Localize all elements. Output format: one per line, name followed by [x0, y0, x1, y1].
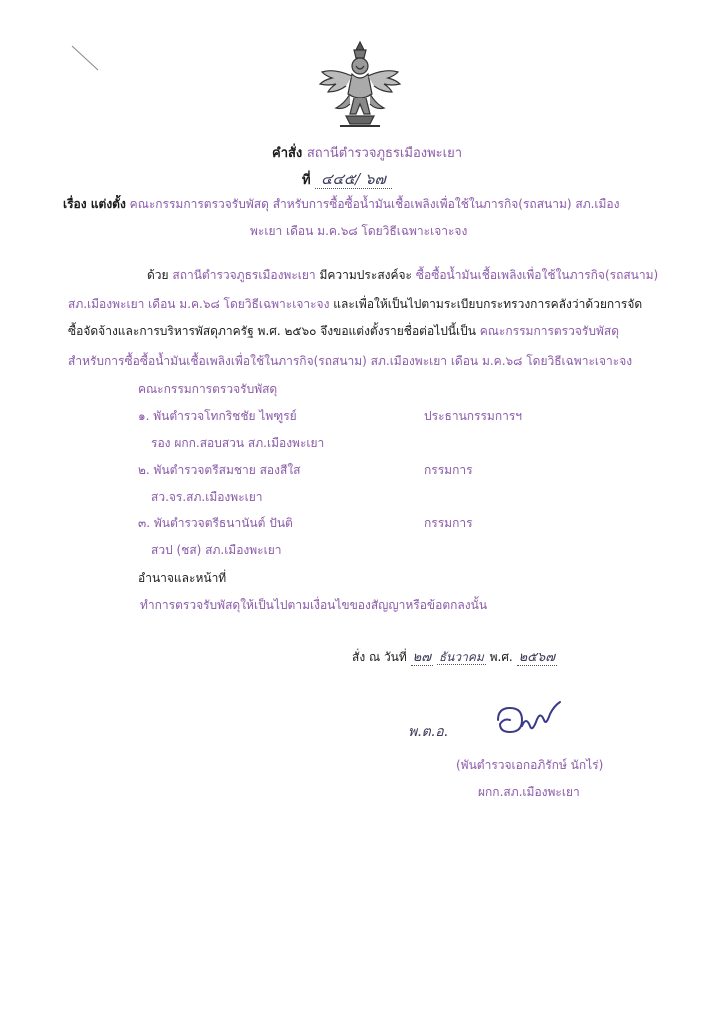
- garuda-emblem-icon: [310, 36, 410, 136]
- body-line-3: [68, 324, 619, 338]
- member-1-role: ประธานกรรมการฯ: [424, 409, 523, 423]
- committee-heading: คณะกรรมการตรวจรับพัสดุ: [138, 382, 278, 396]
- body-purpose-1: ซื้อซื้อน้ำมันเชื้อเพลิงเพื่อใช้ในภารกิจ(รถสนาม): [415, 268, 659, 282]
- member-2-name: ๒. พันตำรวจตรีสมชาย สองสีใส: [138, 463, 301, 477]
- order-number: ๔๔๕/ ๖๗: [315, 170, 392, 189]
- member-2-position: สว.จร.สภ.เมืองพะเยา: [151, 490, 263, 504]
- duties-heading: อำนาจและหน้าที่: [138, 571, 227, 585]
- number-prefix: ที่: [302, 173, 311, 188]
- body-purpose-2: สภ.เมืองพะเยา เดือน ม.ค.๖๘ โดยวิธีเฉพาะเจาะจง: [68, 297, 330, 311]
- body-prefix: ด้วย: [147, 268, 169, 282]
- body-committee: คณะกรรมการตรวจรับพัสดุ: [479, 324, 619, 338]
- body-intent: มีความประสงค์จะ: [319, 268, 413, 282]
- handwritten-signature: [492, 700, 564, 740]
- order-date-line: [352, 650, 557, 666]
- signatory-name: (พันตำรวจเอกอภิรักษ์ นักไร่): [456, 758, 604, 772]
- member-1-name: ๑. พันตำรวจโทกริชชัย ไพฑูรย์: [138, 409, 297, 423]
- member-3-position: สวป (ชส) สภ.เมืองพะเยา: [151, 543, 282, 557]
- subject-text-2: พะเยา เดือน ม.ค.๖๘ โดยวิธีเฉพาะเจาะจง: [250, 224, 468, 238]
- date-prefix: สั่ง ณ วันที่: [352, 650, 407, 664]
- date-day: ๒๗: [412, 650, 431, 665]
- order-prefix: คำสั่ง: [272, 146, 303, 161]
- member-2-role: กรรมการ: [424, 463, 473, 477]
- body-text-2: และเพื่อให้เป็นไปตามระเบียบกระทรวงการคลังว่าด้วยการจัด: [333, 297, 643, 311]
- body-text-3: ซื้อจัดจ้างและการบริหารพัสดุภาครัฐ พ.ศ. ๒๕๖๐ จึงขอแต่งตั้งรายชื่อต่อไปนี้เป็น: [68, 324, 476, 338]
- order-number-line: [302, 170, 392, 189]
- scan-mark: [70, 44, 100, 74]
- subject-label: เรื่อง แต่งตั้ง: [63, 197, 126, 211]
- body-line-2: [68, 297, 642, 311]
- signatory-initials: พ.ต.อ.: [408, 724, 449, 740]
- body-issuer: สถานีตำรวจภูธรเมืองพะเยา: [172, 268, 316, 282]
- subject-text-1: คณะกรรมการตรวจรับพัสดุ สำหรับการซื้อซื้อน้ำมันเชื้อเพลิงเพื่อใช้ในภารกิจ(รถสนาม) สภ.เมือง: [129, 197, 620, 211]
- date-year-prefix: พ.ศ.: [489, 650, 513, 664]
- date-year: ๒๕๖๗: [518, 650, 556, 665]
- duties-text: ทำการตรวจรับพัสดุให้เป็นไปตามเงื่อนไขของสัญญาหรือข้อตกลงนั้น: [140, 598, 488, 612]
- signatory-title: ผกก.สภ.เมืองพะเยา: [478, 785, 580, 799]
- body-line-1: [147, 268, 658, 282]
- member-3-name: ๓. พันตำรวจตรีธนานันต์ ปันติ: [138, 516, 293, 530]
- order-heading: [272, 146, 462, 162]
- member-1-position: รอง ผกก.สอบสวน สภ.เมืองพะเยา: [151, 436, 325, 450]
- subject-line-1: [63, 197, 620, 211]
- issuer: สถานีตำรวจภูธรเมืองพะเยา: [306, 146, 463, 161]
- member-3-role: กรรมการ: [424, 516, 473, 530]
- body-line-4: สำหรับการซื้อซื้อน้ำมันเชื้อเพลิงเพื่อใช้ในภารกิจ(รถสนาม) สภ.เมืองพะเยา เดือน ม.ค.๖๘ โดยวิธีเฉพาะเจาะจง: [68, 354, 633, 368]
- date-month: ธันวาคม: [438, 650, 484, 664]
